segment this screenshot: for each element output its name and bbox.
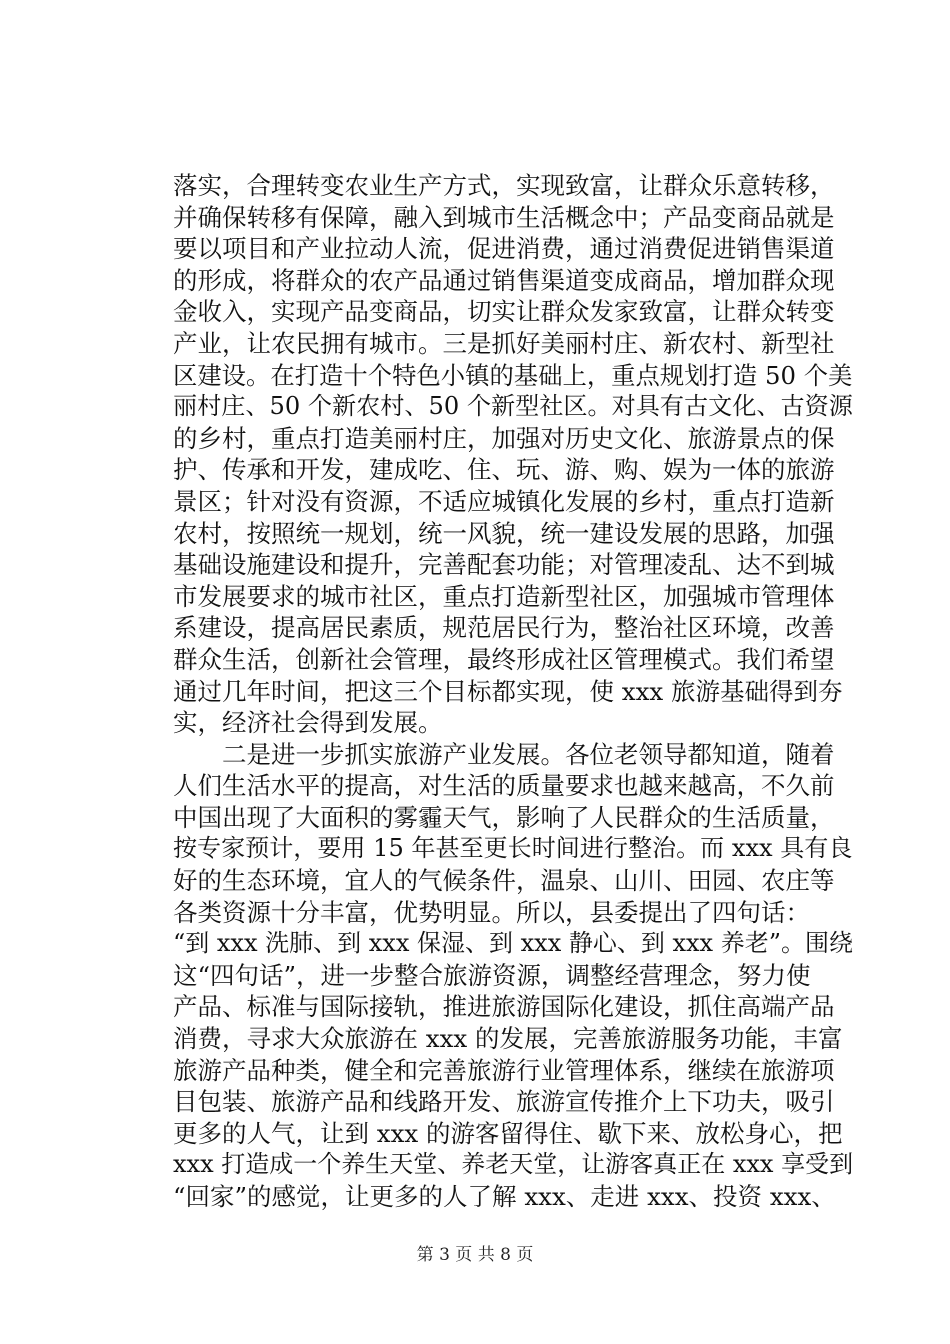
- text-line: “回家”的感觉，让更多的人了解 xxx、走进 xxx、投资 xxx、: [173, 1182, 836, 1211]
- text-line: 按专家预计，要用 15 年甚至更长时间进行整治。而 xxx 具有良: [173, 834, 853, 863]
- text-line: 中国出现了大面积的雾霾天气，影响了人民群众的生活质量，: [173, 802, 835, 832]
- text-line: 通过几年时间，把这三个目标都实现，使 xxx 旅游基础得到夯: [173, 676, 843, 706]
- text-line: 二是进一步抓实旅游产业发展。各位老领导都知道，随着: [173, 739, 835, 769]
- text-line: 的乡村，重点打造美丽村庄，加强对历史文化、旅游景点的保: [173, 423, 835, 453]
- text-line: 更多的人气，让到 xxx 的游客留得住、歇下来、放松身心，把: [173, 1118, 843, 1148]
- text-line: 区建设。在打造十个特色小镇的基础上，重点规划打造 50 个美: [173, 360, 853, 390]
- text-line: 基础设施建设和提升，完善配套功能；对管理凌乱、达不到城: [173, 550, 835, 580]
- text-line: 好的生态环境，宜人的气候条件，温泉、山川、田园、农庄等: [173, 866, 835, 896]
- text-line: 并确保转移有保障，融入到城市生活概念中；产品变商品就是: [173, 202, 835, 232]
- text-line: 人们生活水平的提高，对生活的质量要求也越来越高，不久前: [173, 771, 835, 801]
- text-line: 系建设，提高居民素质，规范居民行为，整治社区环境，改善: [173, 613, 835, 643]
- text-line: 实，经济社会得到发展。: [173, 708, 443, 738]
- text-line: 护、传承和开发，建成吃、住、玩、游、购、娱为一体的旅游: [173, 455, 835, 485]
- text-line: 群众生活，创新社会管理，最终形成社区管理模式。我们希望: [173, 644, 835, 674]
- text-line: 要以项目和产业拉动人流，促进消费，通过消费促进销售渠道: [173, 234, 835, 264]
- text-line: 市发展要求的城市社区，重点打造新型社区，加强城市管理体: [173, 581, 835, 611]
- text-line: 农村，按照统一规划，统一风貌，统一建设发展的思路，加强: [173, 518, 835, 548]
- text-line: 景区；针对没有资源，不适应城镇化发展的乡村，重点打造新: [173, 486, 835, 516]
- text-line: 目包装、旅游产品和线路开发、旅游宣传推介上下功夫，吸引: [173, 1087, 835, 1117]
- body-text: [173, 170, 854, 1213]
- text-line: 产业，让农民拥有城市。三是抓好美丽村庄、新农村、新型社: [173, 328, 835, 358]
- text-line: 消费，寻求大众旅游在 xxx 的发展，完善旅游服务功能，丰富: [173, 1024, 843, 1054]
- page-footer: 第 3 页 共 8 页: [416, 1245, 534, 1265]
- text-line: 金收入，实现产品变商品，切实让群众发家致富，让群众转变: [173, 297, 835, 327]
- text-line: 旅游产品种类，健全和完善旅游行业管理体系，继续在旅游项: [173, 1055, 835, 1085]
- text-line: 产品、标准与国际接轨，推进旅游国际化建设，抓住高端产品: [173, 992, 835, 1022]
- text-line: “到 xxx 洗肺、到 xxx 保湿、到 xxx 静心、到 xxx 养老”。围绕: [173, 929, 853, 958]
- text-line: 落实，合理转变农业生产方式，实现致富，让群众乐意转移，: [173, 171, 835, 200]
- text-line: 丽村庄、50 个新农村、50 个新型社区。对具有古文化、古资源: [173, 392, 853, 421]
- text-line: 的形成，将群众的农产品通过销售渠道变成商品，增加群众现: [173, 265, 835, 295]
- text-line: 各类资源十分丰富，优势明显。所以，县委提出了四句话：: [173, 897, 810, 927]
- text-line: xxx 打造成一个养生天堂、养老天堂，让游客真正在 xxx 享受到: [173, 1150, 854, 1179]
- text-line: 这“四句话”，进一步整合旅游资源，调整经营理念，努力使: [173, 960, 811, 990]
